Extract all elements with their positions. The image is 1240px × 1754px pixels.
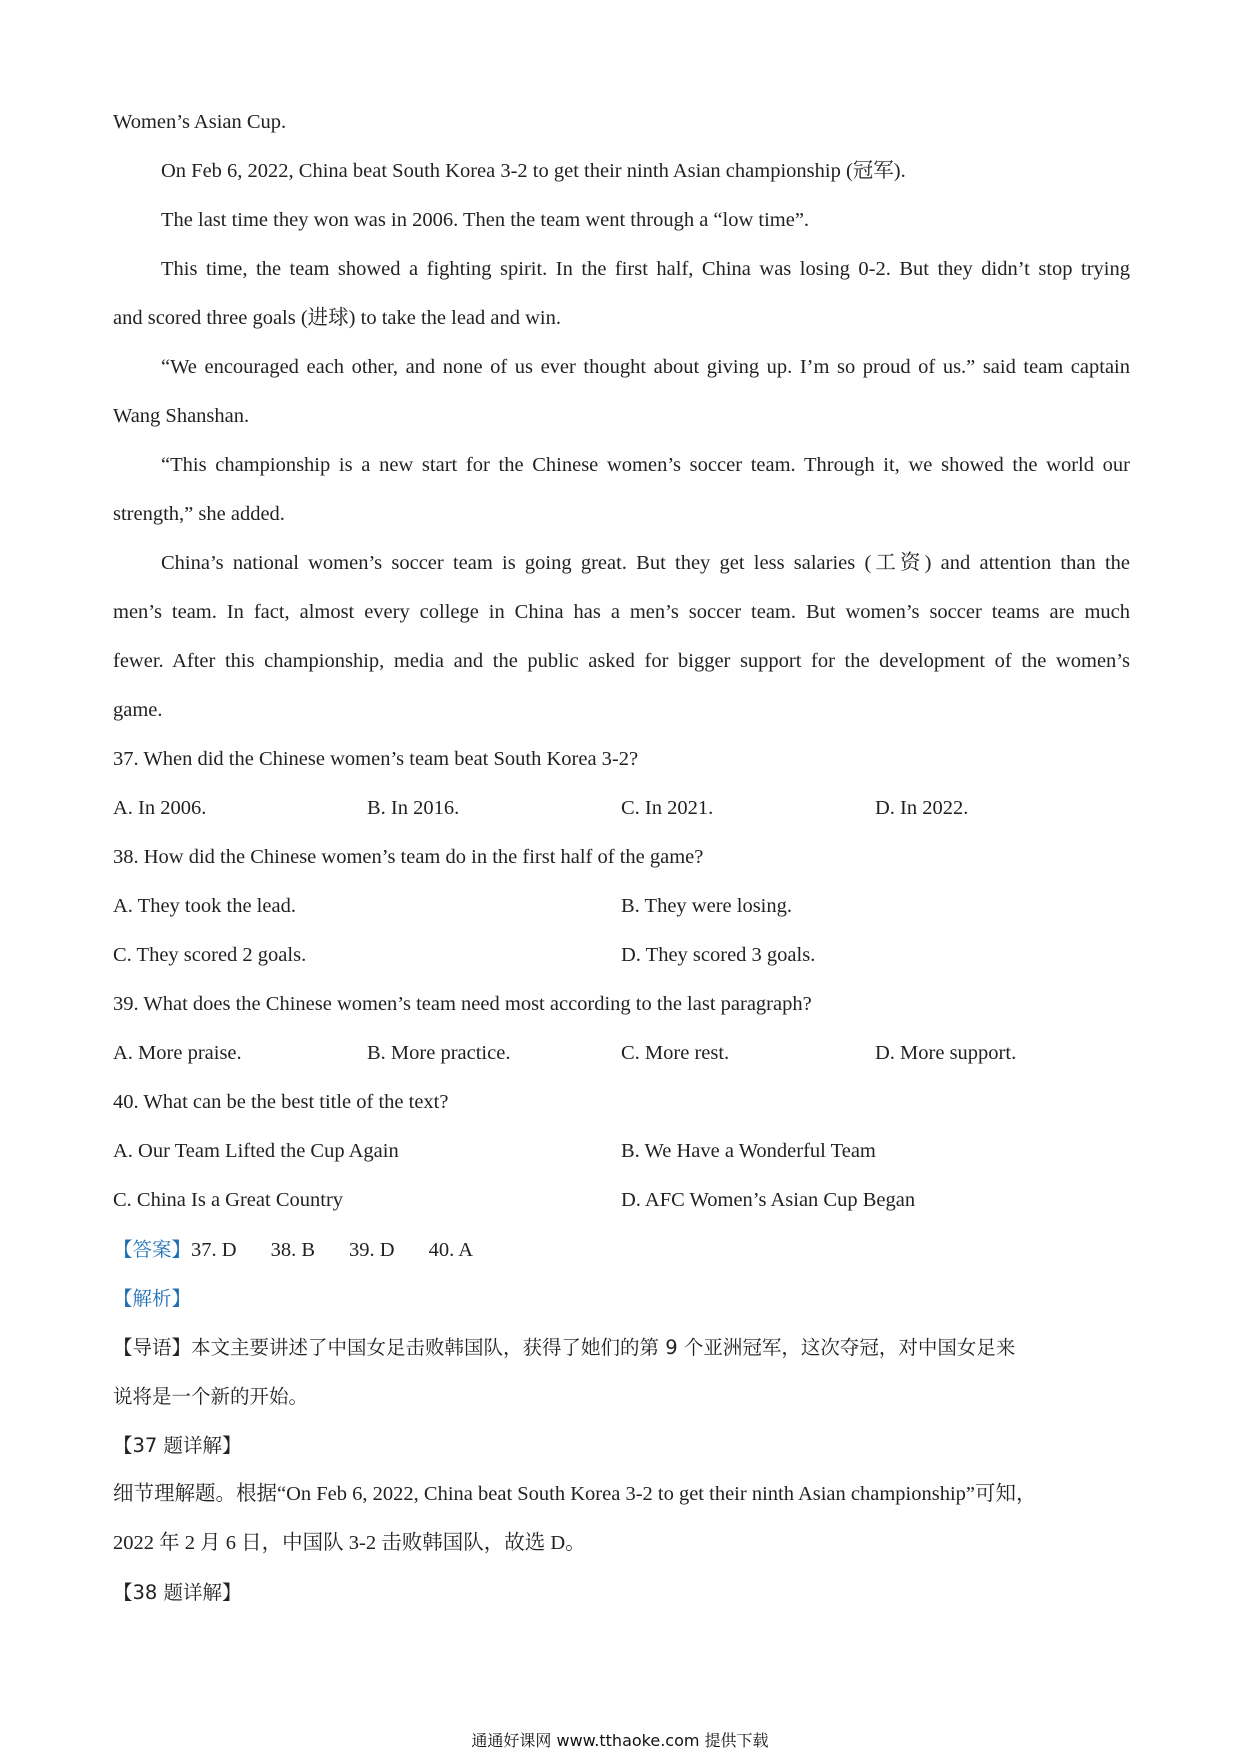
options-row bbox=[113, 882, 1130, 931]
document-page bbox=[113, 98, 1130, 1617]
q37-explanation-label: 【37 题详解】 bbox=[113, 1434, 242, 1457]
intro-label: 【导语】 bbox=[113, 1336, 192, 1359]
footer-watermark: 通通好课网 www.tthaoke.com 提供下载 bbox=[471, 1731, 769, 1750]
option-a: A. More praise. bbox=[113, 1042, 242, 1064]
passage-line: men’s team. In fact, almost every college in China has a men’s soccer team. But women’s soccer teams are much bbox=[113, 601, 1130, 623]
answer-label: 【答案】 bbox=[113, 1238, 192, 1261]
option-d: D. They scored 3 goals. bbox=[621, 944, 816, 966]
passage bbox=[113, 98, 1130, 735]
q38-explanation-label: 【38 题详解】 bbox=[113, 1581, 242, 1604]
question-39 bbox=[113, 980, 1130, 1078]
option-d: D. AFC Women’s Asian Cup Began bbox=[621, 1189, 916, 1211]
option-b: B. We Have a Wonderful Team bbox=[621, 1140, 876, 1162]
q37-explanation-line: 2022 年 2 月 6 日，中国队 3-2 击败韩国队，故选 D。 bbox=[113, 1532, 586, 1554]
option-d: D. In 2022. bbox=[875, 797, 969, 819]
option-b: B. They were losing. bbox=[621, 895, 792, 917]
question-stem: 38. How did the Chinese women’s team do in the first half of the game? bbox=[113, 846, 704, 868]
passage-line: On Feb 6, 2022, China beat South Korea 3-2 to get their ninth Asian championship (冠军). bbox=[161, 160, 906, 182]
question-stem: 40. What can be the best title of the text? bbox=[113, 1091, 449, 1113]
passage-line: China’s national women’s soccer team is going great. But they get less salaries (工资) and attention than the bbox=[161, 552, 1130, 574]
passage-line: The last time they won was in 2006. Then the team went through a “low time”. bbox=[161, 209, 810, 231]
option-c: C. They scored 2 goals. bbox=[113, 944, 307, 966]
passage-line: Wang Shanshan. bbox=[113, 405, 250, 427]
options-row bbox=[113, 1176, 1130, 1225]
answer-item: 38. B bbox=[270, 1239, 316, 1261]
passage-line: strength,” she added. bbox=[113, 503, 285, 525]
answer-key bbox=[113, 1225, 1130, 1274]
options-row bbox=[113, 931, 1130, 980]
option-a: A. In 2006. bbox=[113, 797, 207, 819]
answer-item: 37. D bbox=[191, 1239, 237, 1261]
passage-line: and scored three goals (进球) to take the lead and win. bbox=[113, 307, 561, 329]
question-stem: 37. When did the Chinese women’s team beat South Korea 3-2? bbox=[113, 748, 639, 770]
analysis-heading bbox=[113, 1274, 1130, 1323]
passage-line: “This championship is a new start for the Chinese women’s soccer team. Through it, we showed the world our bbox=[161, 454, 1130, 476]
intro-line: 说将是一个新的开始。 bbox=[113, 1385, 309, 1408]
question-stem: 39. What does the Chinese women’s team need most according to the last paragraph? bbox=[113, 993, 812, 1015]
question-37 bbox=[113, 735, 1130, 833]
passage-line: fewer. After this championship, media and the public asked for bigger support for the development of the women’s bbox=[113, 650, 1130, 672]
passage-line: This time, the team showed a fighting spirit. In the first half, China was losing 0-2. But they didn’t stop trying bbox=[161, 258, 1130, 280]
option-c: C. More rest. bbox=[621, 1042, 730, 1064]
passage-line: “We encouraged each other, and none of us ever thought about giving up. I’m so proud of us.” said team captain bbox=[161, 356, 1130, 378]
option-c: C. In 2021. bbox=[621, 797, 714, 819]
option-a: A. Our Team Lifted the Cup Again bbox=[113, 1140, 399, 1162]
passage-line: game. bbox=[113, 699, 163, 721]
option-d: D. More support. bbox=[875, 1042, 1017, 1064]
option-a: A. They took the lead. bbox=[113, 895, 296, 917]
intro-line bbox=[113, 1323, 1130, 1372]
options-row bbox=[113, 784, 1130, 833]
question-38 bbox=[113, 833, 1130, 980]
answer-item: 39. D bbox=[349, 1239, 395, 1261]
options-row bbox=[113, 1127, 1130, 1176]
q37-explanation-line: 细节理解题。根据“On Feb 6, 2022, China beat South Korea 3-2 to get their ninth Asian championship”可知， bbox=[113, 1483, 1037, 1505]
analysis-label: 【解析】 bbox=[113, 1287, 192, 1310]
option-b: B. In 2016. bbox=[367, 797, 460, 819]
passage-line: Women’s Asian Cup. bbox=[113, 111, 287, 133]
answer-item: 40. A bbox=[428, 1239, 474, 1261]
options-row bbox=[113, 1029, 1130, 1078]
option-b: B. More practice. bbox=[367, 1042, 511, 1064]
option-c: C. China Is a Great Country bbox=[113, 1189, 344, 1211]
question-40 bbox=[113, 1078, 1130, 1225]
intro-text: 本文主要讲述了中国女足击败韩国队，获得了她们的第 9 个亚洲冠军，这次夺冠，对中国女足来 bbox=[191, 1336, 1016, 1359]
